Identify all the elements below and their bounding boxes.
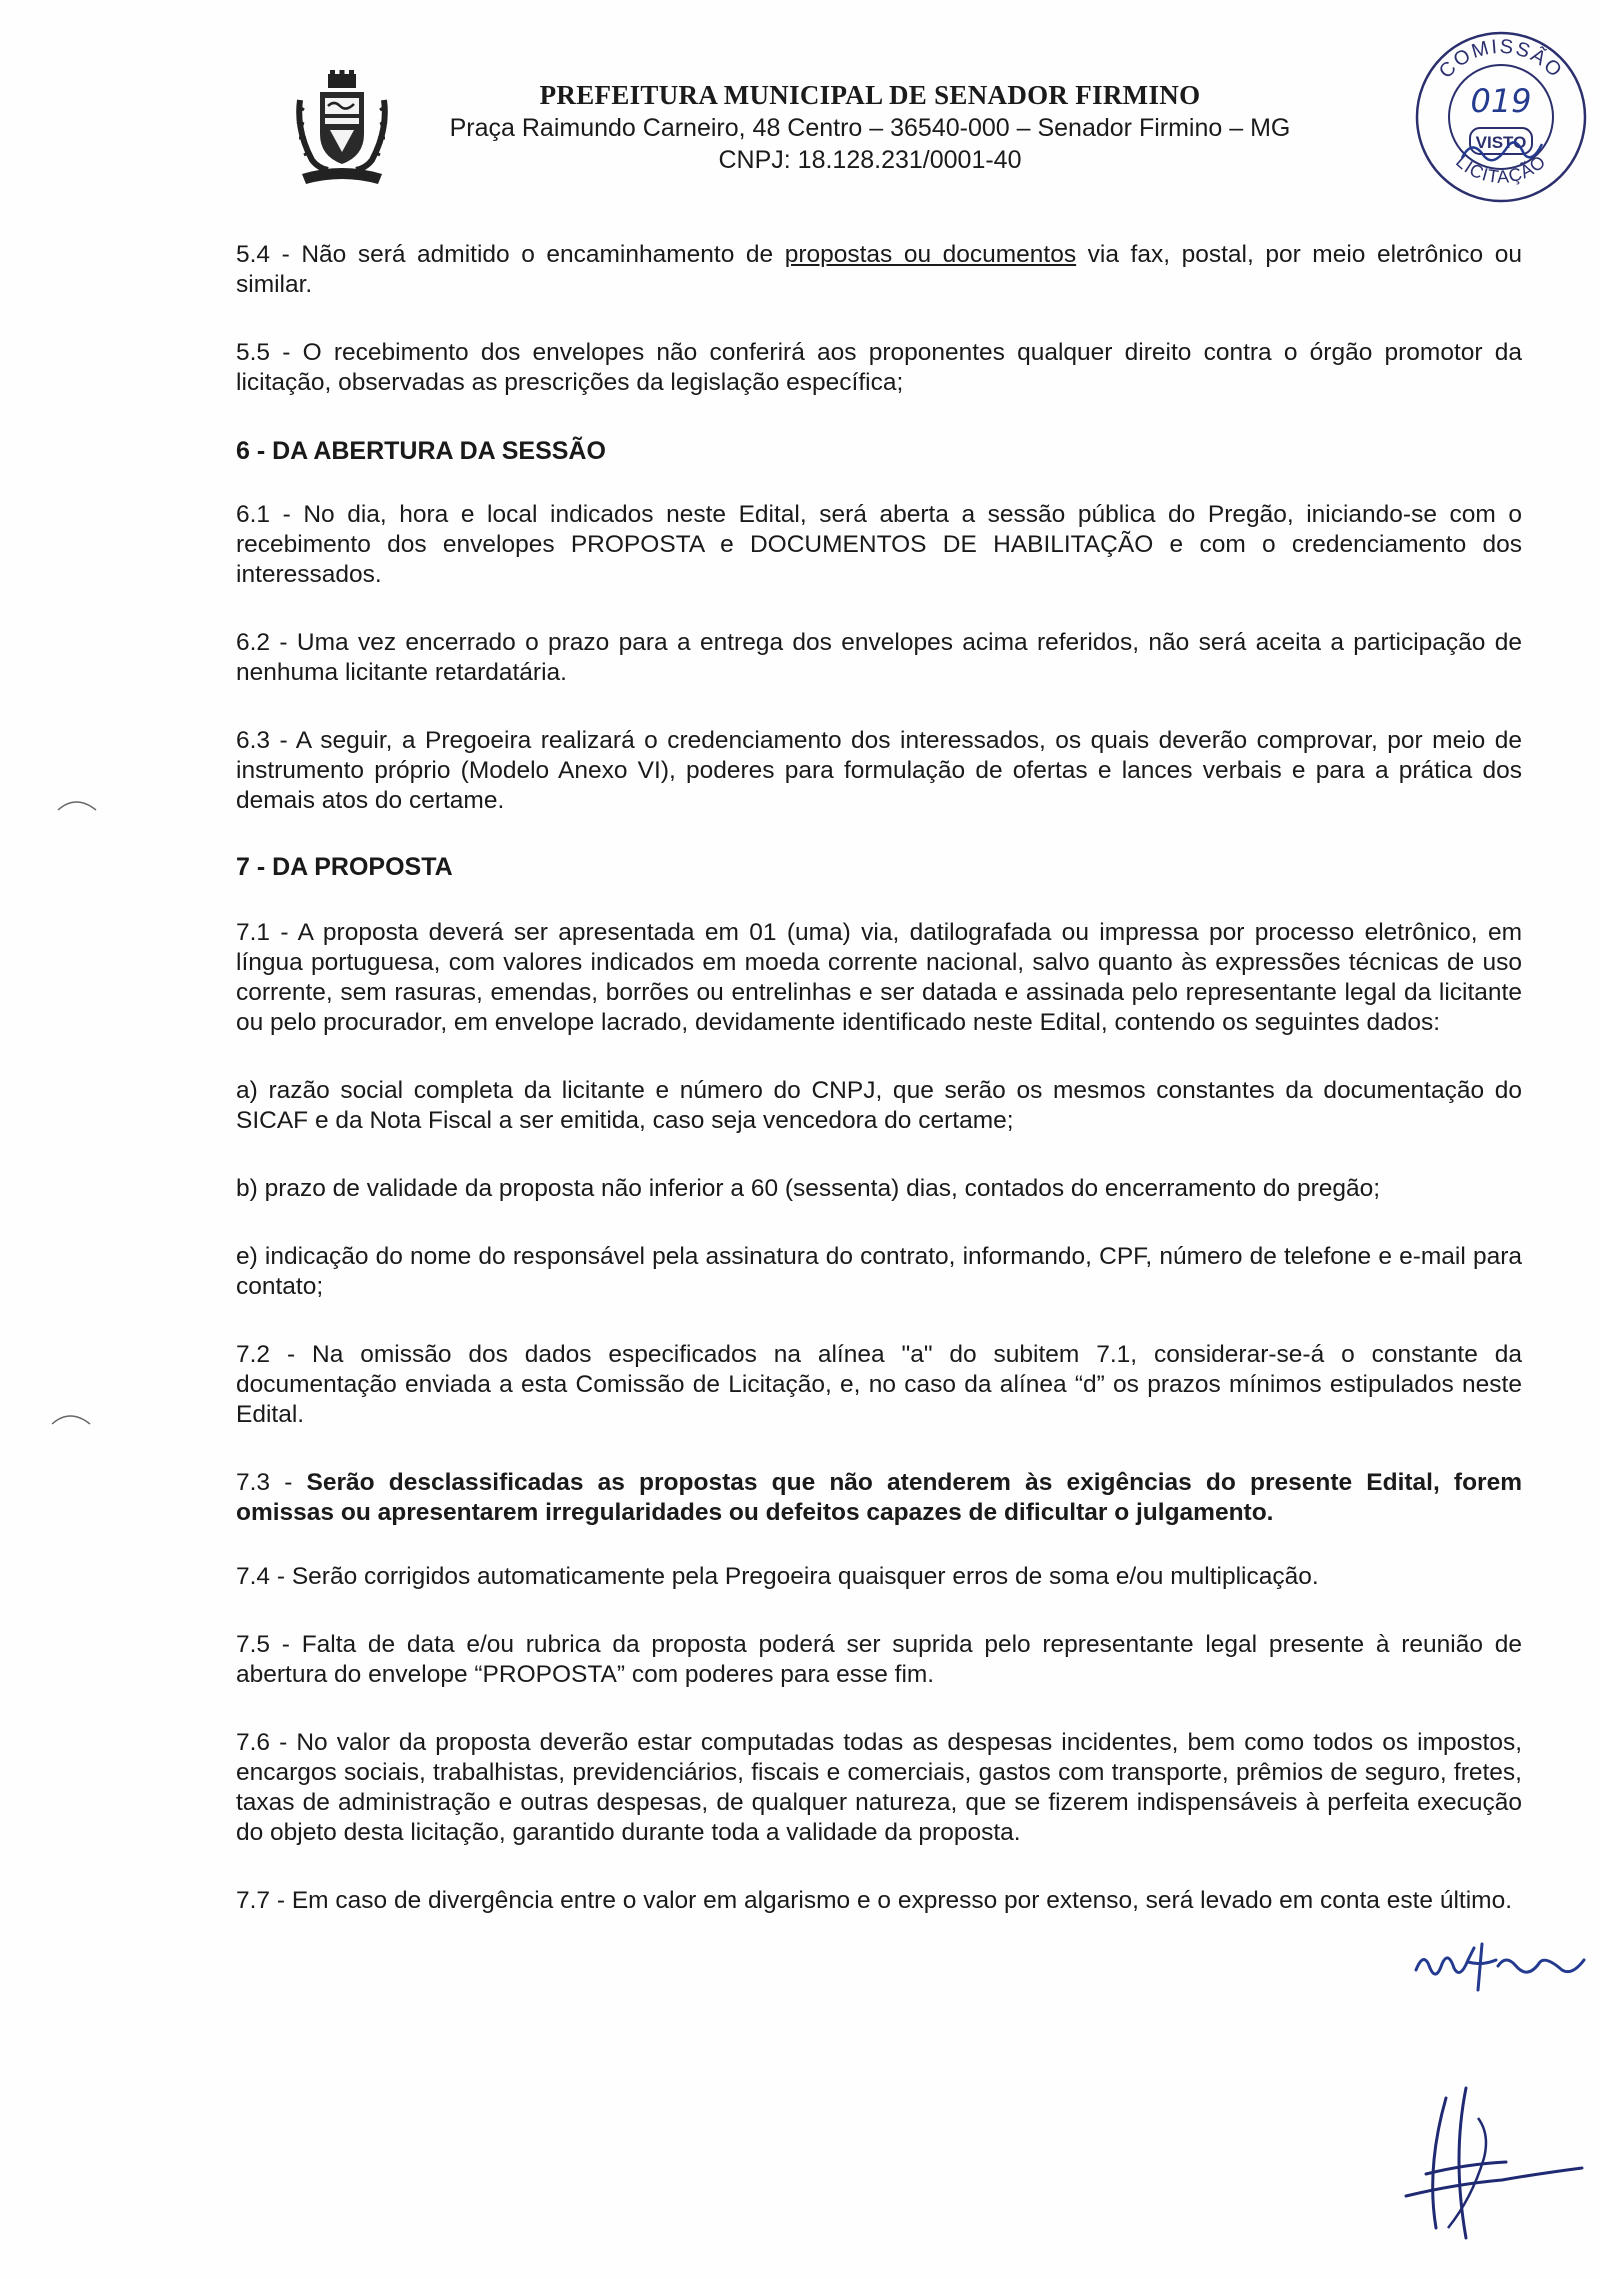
paragraph-7-3-bold: Serão desclassificadas as propostas que não atenderem às exigências do presente Edital, forem omissas ou apresentarem irregularidades ou defeitos capazes de dificultar o julgamento. <box>236 1469 1522 1526</box>
stamp-bottom-text: LICITAÇÃO <box>1452 151 1550 187</box>
document-body <box>236 232 1522 1916</box>
paragraph-7-5: 7.5 - Falta de data e/ou rubrica da proposta poderá ser suprida pelo representante legal presente à reunião de abertura do envelope “PROPOSTA” com poderes para esse fim. <box>236 1631 1522 1688</box>
paragraph-7-3-number: 7.3 - <box>236 1469 307 1496</box>
stamp-top-text: COMISSÃO <box>1434 35 1568 83</box>
paragraph-6-3: 6.3 - A seguir, a Pregoeira realizará o credenciamento dos interessados, os quais deverão comprovar, por meio de instrumento próprio (Modelo Anexo VI), poderes para formulação de ofertas e lances verbais e para a prática dos demais atos do certame. <box>236 727 1522 814</box>
municipality-cnpj: CNPJ: 18.128.231/0001-40 <box>718 146 1022 174</box>
letterhead <box>420 78 1320 176</box>
paragraph-5-4-text-end: via fax, postal, por meio eletrônico ou similar. <box>236 241 1522 298</box>
paragraph-a: a) razão social completa da licitante e número do CNPJ, que serão os mesmos constantes da documentação do SICAF e da Nota Fiscal a ser emitida, caso seja vencedora do certame; <box>236 1077 1522 1134</box>
paragraph-6-1: 6.1 - No dia, hora e local indicados neste Edital, será aberta a sessão pública do Pregão, iniciando-se com o recebimento dos envelopes PROPOSTA e DOCUMENTOS DE HABILITAÇÃO e com o credenciamento dos interessados. <box>236 501 1522 588</box>
paragraph-7-3 <box>236 1468 1522 1528</box>
paragraph-7-4: 7.4 - Serão corrigidos automaticamente pela Pregoeira quaisquer erros de soma e/ou multiplicação. <box>236 1563 1319 1590</box>
stamp-icon <box>1412 28 1590 206</box>
municipality-address: Praça Raimundo Carneiro, 48 Centro – 36540-000 – Senador Firmino – MG <box>449 114 1291 142</box>
coat-of-arms-icon <box>294 70 390 190</box>
paragraph-7-2: 7.2 - Na omissão dos dados especificados na alínea "a" do subitem 7.1, considerar-se-á o constante da documentação enviada a esta Comissão de Licitação, e, no caso da alínea “d” os prazos mínimos estipulados neste Edital. <box>236 1341 1522 1428</box>
paragraph-7-6: 7.6 - No valor da proposta deverão estar computadas todas as despesas incidentes, bem como todos os impostos, encargos sociais, trabalhistas, previdenciários, fiscais e comerciais, gastos com transporte, prêmios de seguro, fretes, taxas de administração e outras despesas, de qualquer natureza, que se fizerem indispensáveis à perfeita execução do objeto desta licitação, garantido durante toda a validade da proposta. <box>236 1729 1522 1846</box>
paragraph-7-1: 7.1 - A proposta deverá ser apresentada em 01 (uma) via, datilografada ou impressa por processo eletrônico, em língua portuguesa, com valores indicados em moeda corrente nacional, salvo quanto às expressões técnicas de uso corrente, sem rasuras, emendas, borrões ou entrelinhas e ser datada e assinada pelo representante legal da licitante ou pelo procurador, em envelope lacrado, devidamente identificado neste Edital, contendo os seguintes dados: <box>236 919 1522 1036</box>
paragraph-5-4-underlined: propostas ou documentos <box>784 241 1077 268</box>
stamp-number: 019 <box>1470 82 1532 120</box>
paragraph-5-5: 5.5 - O recebimento dos envelopes não conferirá aos proponentes qualquer direito contra o órgão promotor da licitação, observadas as prescrições da legislação específica; <box>236 339 1522 396</box>
paragraph-b: b) prazo de validade da proposta não inferior a 60 (sessenta) dias, contados do encerramento do pregão; <box>236 1175 1381 1202</box>
margin-mark-icon <box>50 1404 94 1430</box>
municipality-name: PREFEITURA MUNICIPAL DE SENADOR FIRMINO <box>539 80 1201 110</box>
paragraph-5-4-text: 5.4 - Não será admitido o encaminhamento de <box>236 241 785 268</box>
signature-icon <box>1386 2078 1586 2248</box>
heading-section-7: 7 - DA PROPOSTA <box>236 853 453 881</box>
paragraph-5-4 <box>236 240 1522 300</box>
margin-mark-icon <box>56 790 100 816</box>
paragraph-e: e) indicação do nome do responsável pela assinatura do contrato, informando, CPF, número de telefone e e-mail para contato; <box>236 1243 1522 1300</box>
stamp-middle-text: VISTO <box>1475 133 1527 152</box>
svg-text:COMISSÃO <box>1435 36 1567 83</box>
paragraph-6-2: 6.2 - Uma vez encerrado o prazo para a entrega dos envelopes acima referidos, não será aceita a participação de nenhuma licitante retardatária. <box>236 629 1522 686</box>
paragraph-7-7: 7.7 - Em caso de divergência entre o valor em algarismo e o expresso por extenso, será levado em conta este último. <box>236 1887 1513 1914</box>
signature-icon <box>1412 1930 1592 2000</box>
heading-section-6: 6 - DA ABERTURA DA SESSÃO <box>236 437 606 465</box>
